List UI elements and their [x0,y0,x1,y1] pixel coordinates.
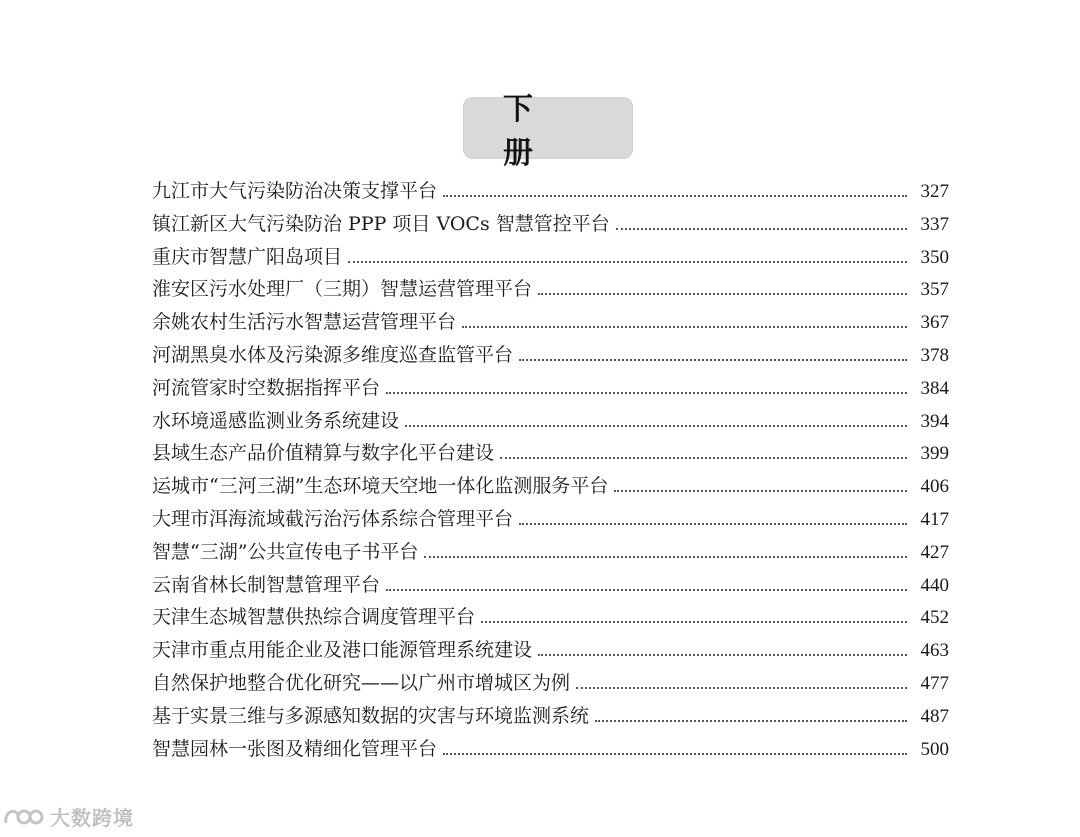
toc-entry[interactable] [152,733,949,766]
toc-entry[interactable] [152,339,949,372]
toc-entry[interactable] [152,273,949,306]
toc-entry[interactable] [152,503,949,536]
toc-entry[interactable] [152,569,949,602]
dot-leader [481,620,907,623]
dot-leader [405,424,907,427]
toc-entry-page-number: 463 [920,640,949,662]
table-of-contents [152,175,949,765]
toc-entry-page-number: 500 [920,738,949,760]
toc-entry-page-number: 350 [920,246,949,268]
toc-entry-title: 运城市“三河三湖”生态环境天空地一体化监测服务平台 [152,475,609,498]
toc-entry-title: 大理市洱海流域截污治污体系综合管理平台 [152,507,514,530]
dot-leader [386,391,907,394]
toc-entry-page-number: 357 [920,279,949,301]
toc-entry-title: 天津生态城智慧供热综合调度管理平台 [152,606,476,629]
toc-entry-title: 河湖黑臭水体及污染源多维度巡查监管平台 [152,343,514,366]
section-title-box [463,92,633,171]
dot-leader [595,719,907,722]
toc-entry-title: 天津市重点用能企业及港口能源管理系统建设 [152,639,533,662]
toc-entry-page-number: 384 [920,377,949,399]
dot-leader [614,489,907,492]
toc-entry-title: 自然保护地整合优化研究——以广州市增城区为例 [152,671,571,694]
toc-entry-page-number: 427 [920,541,949,563]
toc-entry-title: 基于实景三维与多源感知数据的灾害与环境监测系统 [152,704,590,727]
dot-leader [519,358,907,361]
toc-entry-page-number: 367 [920,312,949,334]
toc-entry-page-number: 417 [920,508,949,530]
toc-entry[interactable] [152,634,949,667]
dot-leader [443,752,907,755]
watermark [2,802,134,831]
toc-entry[interactable] [152,306,949,339]
toc-entry-title: 云南省林长制智慧管理平台 [152,573,381,596]
toc-entry[interactable] [152,372,949,405]
toc-entry[interactable] [152,405,949,438]
toc-entry-page-number: 327 [920,181,949,202]
dot-leader [386,588,907,591]
toc-entry-page-number: 394 [920,410,949,432]
toc-entry[interactable] [152,700,949,733]
dot-leader [462,325,907,328]
toc-entry[interactable] [152,667,949,700]
toc-entry[interactable] [152,470,949,503]
watermark-logo-icon [2,803,46,831]
toc-entry-title: 重庆市智慧广阳岛项目 [152,245,343,268]
dot-leader [538,653,907,656]
toc-entry-page-number: 406 [920,476,949,498]
toc-entry-page-number: 487 [920,705,949,727]
toc-entry-title: 县域生态产品价值精算与数字化平台建设 [152,442,495,465]
toc-entry[interactable] [152,175,949,208]
toc-entry[interactable] [152,536,949,569]
toc-entry-title: 九江市大气污染防治决策支撑平台 [152,180,438,202]
toc-entry-page-number: 337 [920,213,949,235]
toc-entry-title: 淮安区污水处理厂（三期）智慧运营管理平台 [152,278,533,301]
dot-leader [348,260,907,263]
dot-leader [538,292,907,295]
toc-entry-title: 智慧“三湖”公共宣传电子书平台 [152,540,419,563]
watermark-text: 大数跨境 [50,806,134,830]
dot-leader [576,686,907,689]
toc-entry[interactable] [152,437,949,470]
toc-entry-title: 镇江新区大气污染防治 PPP 项目 VOCs 智慧管控平台 [152,212,610,235]
toc-entry-title: 余姚农村生活污水智慧运营管理平台 [152,311,457,334]
dot-leader [519,522,907,525]
toc-entry[interactable] [152,241,949,274]
toc-entry[interactable] [152,208,949,241]
dot-leader [424,555,907,558]
dot-leader [443,194,907,197]
dot-leader [500,456,907,459]
toc-entry-title: 智慧园林一张图及精细化管理平台 [152,737,438,760]
toc-entry-title: 水环境遥感监测业务系统建设 [152,409,400,432]
toc-entry-page-number: 378 [920,344,949,366]
section-title: 下 册 [503,92,573,171]
toc-entry-page-number: 477 [920,672,949,694]
toc-entry-page-number: 440 [920,574,949,596]
toc-entry-page-number: 399 [920,443,949,465]
toc-entry-page-number: 452 [920,607,949,629]
toc-entry[interactable] [152,601,949,634]
toc-entry-title: 河流管家时空数据指挥平台 [152,376,381,399]
dot-leader [616,227,907,230]
